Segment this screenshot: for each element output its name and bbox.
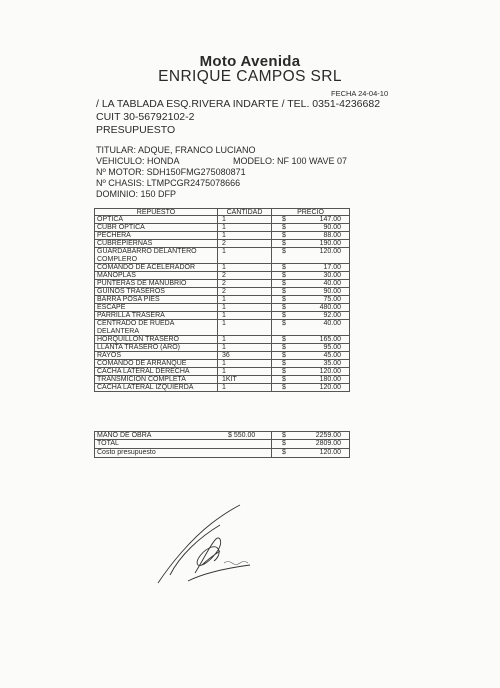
cost-value: 120.00 (319, 449, 341, 456)
domain-line: DOMINIO: 150 DFP (96, 189, 177, 199)
part-name: GUIÑOS TRASEROS (94, 288, 218, 296)
price-value: 180.00 (319, 376, 341, 383)
currency-symbol: $ (282, 336, 286, 343)
price-value: 45.00 (323, 352, 341, 359)
table-row (94, 368, 350, 376)
currency-symbol: $ (282, 280, 286, 287)
part-price (272, 248, 350, 264)
currency-symbol: $ (282, 248, 286, 255)
part-name: ESCAPE (94, 304, 218, 312)
currency-symbol: $ (282, 296, 286, 303)
currency-symbol: $ (282, 432, 286, 439)
part-name: COMANDO DE ARRANQUE (94, 360, 218, 368)
total-value: 2809.00 (315, 440, 341, 447)
part-quantity: 1 (218, 384, 272, 392)
table-row (94, 216, 350, 224)
table-row (94, 296, 350, 304)
part-price (272, 320, 350, 336)
company-name: ENRIQUE CAMPOS SRL (158, 68, 342, 85)
table-header-row (94, 208, 350, 216)
currency-symbol: $ (282, 344, 286, 351)
part-name: OPTICA (94, 216, 218, 224)
price-value: 40.00 (323, 280, 341, 287)
part-price (272, 368, 350, 376)
part-price (272, 224, 350, 232)
model-line: MODELO: NF 100 WAVE 07 (233, 156, 348, 166)
currency-symbol: $ (282, 352, 286, 359)
part-price (272, 232, 350, 240)
part-price (272, 360, 350, 368)
document-type: PRESUPUESTO (96, 124, 176, 136)
price-value: 17.00 (323, 264, 341, 271)
part-price (272, 304, 350, 312)
part-name: GUARDABARRO DELANTERO COMPLERO (94, 248, 218, 264)
table-row (94, 320, 350, 336)
part-name: COMANDO DE ACELERADOR (94, 264, 218, 272)
part-quantity: 2 (218, 280, 272, 288)
table-row (94, 312, 350, 320)
part-name: PARRILLA TRASERA (94, 312, 218, 320)
part-name: BARRA POSA PIES (94, 296, 218, 304)
part-price (272, 336, 350, 344)
part-quantity: 1 (218, 360, 272, 368)
price-value: 147.00 (319, 216, 341, 223)
part-name: CUBR OPTICA (94, 224, 218, 232)
cuit-line: CUIT 30-56792102-2 (96, 111, 195, 123)
part-name: RAYOS (94, 352, 218, 360)
part-quantity: 1 (218, 336, 272, 344)
table-row (94, 384, 350, 392)
part-quantity: 1 (218, 296, 272, 304)
currency-symbol: $ (282, 272, 286, 279)
table-row (94, 360, 350, 368)
part-price (272, 352, 350, 360)
labor-total: 2259.00 (315, 432, 341, 439)
price-value: 75.00 (323, 296, 341, 303)
part-name: CENTRADO DE RUEDA DELANTERA (94, 320, 218, 336)
titular-line: TITULAR: ADQUE, FRANCO LUCIANO (96, 145, 256, 155)
currency-symbol: $ (282, 320, 286, 327)
currency-symbol: $ (282, 264, 286, 271)
part-price (272, 384, 350, 392)
table-row (94, 288, 350, 296)
brand-name: Moto Avenida (199, 53, 301, 70)
price-value: 120.00 (319, 248, 341, 255)
part-quantity: 1 (218, 224, 272, 232)
currency-symbol: $ (282, 449, 286, 456)
part-name: CUBREPIERNAS (94, 240, 218, 248)
part-price (272, 240, 350, 248)
part-quantity: 2 (218, 272, 272, 280)
header-precio: PRECIO (272, 208, 350, 216)
part-name: LLANTA TRASERO (ARO) (94, 344, 218, 352)
table-row (94, 224, 350, 232)
price-value: 480.00 (319, 304, 341, 311)
part-quantity: 1 (218, 368, 272, 376)
part-price (272, 344, 350, 352)
part-quantity: 1 (218, 216, 272, 224)
part-quantity: 36 (218, 352, 272, 360)
table-row (94, 264, 350, 272)
currency-symbol: $ (282, 240, 286, 247)
chassis-line: Nº CHASIS: LTMPCGR2475078666 (96, 178, 241, 188)
price-value: 120.00 (319, 384, 341, 391)
price-value: 90.00 (323, 288, 341, 295)
price-value: 90.00 (323, 224, 341, 231)
address-line: / LA TABLADA ESQ.RIVERA INDARTE / TEL. 0351-4236682 (96, 98, 381, 110)
part-name: TRANSMICION COMPLETA (94, 376, 218, 384)
part-name: MANOPLAS (94, 272, 218, 280)
part-price (272, 296, 350, 304)
header-repuesto: REPUESTO (94, 208, 218, 216)
cost-row (94, 449, 350, 458)
part-name: HORQUILLON TRASERO (94, 336, 218, 344)
currency-symbol: $ (282, 288, 286, 295)
motor-line: Nº MOTOR: SDH150FMG275080871 (96, 167, 246, 177)
labor-amount: $ 550.00 (228, 432, 256, 439)
labor-label: MANO DE OBRA (94, 431, 224, 440)
part-price (272, 264, 350, 272)
currency-symbol: $ (282, 384, 286, 391)
price-value: 35.00 (323, 360, 341, 367)
price-value: 30.00 (323, 272, 341, 279)
part-quantity: 1 (218, 232, 272, 240)
currency-symbol: $ (282, 360, 286, 367)
table-row (94, 248, 350, 264)
labor-amount-cell (224, 431, 272, 440)
table-row (94, 336, 350, 344)
currency-symbol: $ (282, 216, 286, 223)
price-value: 120.00 (319, 368, 341, 375)
currency-symbol: $ (282, 368, 286, 375)
table-row (94, 232, 350, 240)
currency-symbol: $ (282, 304, 286, 311)
totals-table (94, 431, 350, 458)
part-price (272, 280, 350, 288)
part-name: CACHA LATERAL DERECHA (94, 368, 218, 376)
part-quantity: 1KIT (218, 376, 272, 384)
part-quantity: 1 (218, 264, 272, 272)
total-row (94, 440, 350, 449)
table-row (94, 240, 350, 248)
parts-table (94, 208, 350, 392)
part-name: CACHA LATERAL IZQUIERDA (94, 384, 218, 392)
cost-value-cell (272, 449, 350, 458)
table-row (94, 280, 350, 288)
header-cantidad: CANTIDAD (218, 208, 272, 216)
total-label: TOTAL (94, 440, 272, 449)
part-quantity: 1 (218, 344, 272, 352)
table-row (94, 376, 350, 384)
table-row (94, 344, 350, 352)
price-value: 95.00 (323, 344, 341, 351)
labor-total-cell (272, 431, 350, 440)
price-value: 40.00 (323, 320, 341, 327)
part-price (272, 272, 350, 280)
part-quantity: 1 (218, 248, 272, 264)
currency-symbol: $ (282, 440, 286, 447)
signature-image (150, 495, 280, 590)
price-value: 88.00 (323, 232, 341, 239)
part-quantity: 1 (218, 304, 272, 312)
part-quantity: 1 (218, 312, 272, 320)
table-row (94, 352, 350, 360)
currency-symbol: $ (282, 376, 286, 383)
vehicle-line: VEHICULO: HONDA (96, 156, 180, 166)
part-quantity: 2 (218, 288, 272, 296)
labor-row (94, 431, 350, 440)
part-quantity: 1 (218, 320, 272, 336)
part-quantity: 2 (218, 240, 272, 248)
price-value: 92.00 (323, 312, 341, 319)
part-name: PUNTERAS DE MANUBRIO (94, 280, 218, 288)
currency-symbol: $ (282, 224, 286, 231)
price-value: 190.00 (319, 240, 341, 247)
price-value: 165.00 (319, 336, 341, 343)
part-price (272, 376, 350, 384)
currency-symbol: $ (282, 312, 286, 319)
table-row (94, 304, 350, 312)
part-price (272, 288, 350, 296)
currency-symbol: $ (282, 232, 286, 239)
part-name: PECHERA (94, 232, 218, 240)
part-price (272, 312, 350, 320)
total-value-cell (272, 440, 350, 449)
part-price (272, 216, 350, 224)
date-label: FECHA 24-04-10 (331, 89, 389, 98)
cost-label: Costo presupuesto (94, 449, 272, 458)
table-row (94, 272, 350, 280)
